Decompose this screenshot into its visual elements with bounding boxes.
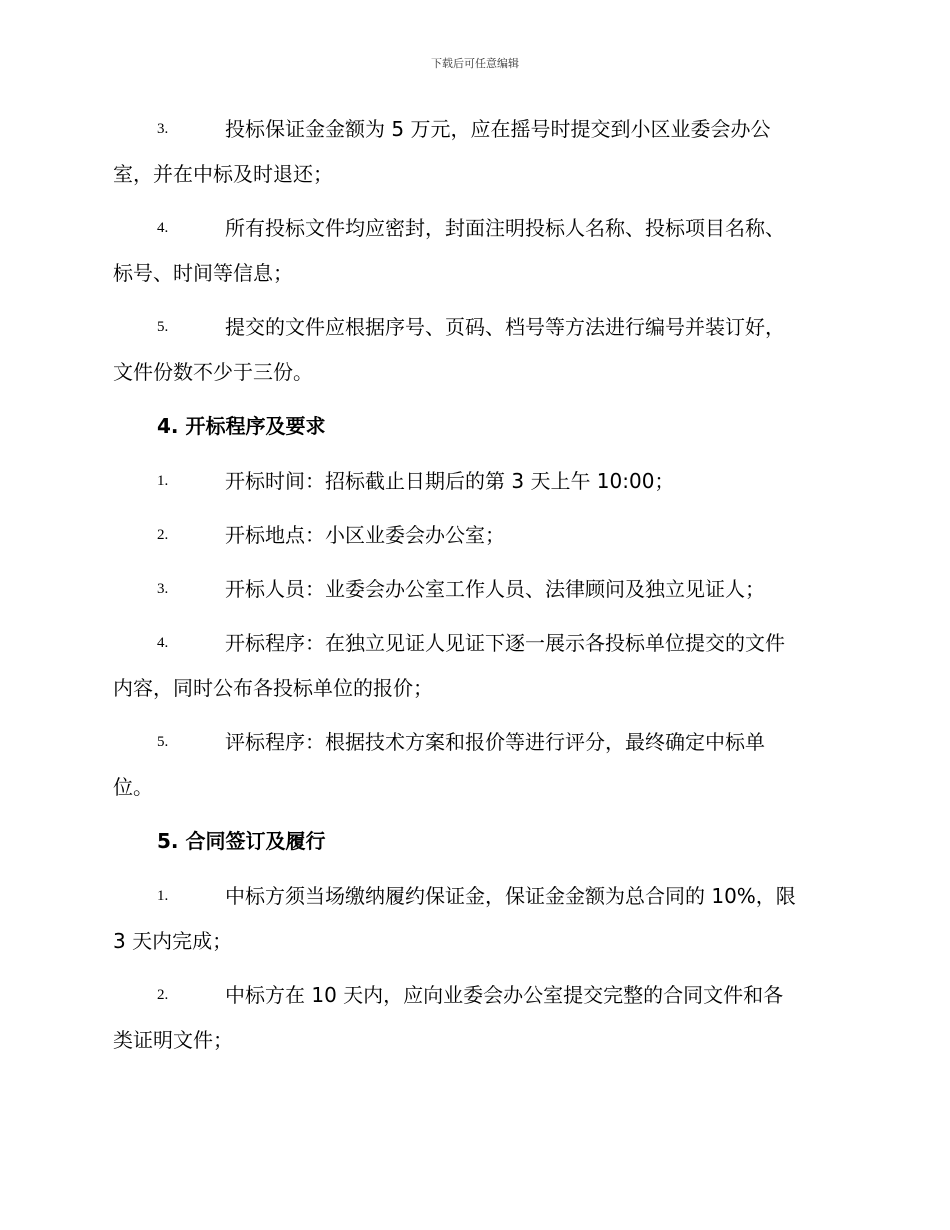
- item-number: 2.: [157, 527, 169, 543]
- item-number: 1.: [157, 888, 169, 904]
- item-number: 5.: [157, 734, 169, 750]
- section-heading: 5. 合同签订及履行: [157, 829, 326, 853]
- list-item: [113, 206, 838, 296]
- item-text: 开标地点：小区业委会办公室；: [225, 523, 505, 547]
- item-text-continuation: 类证明文件；: [113, 1028, 233, 1052]
- item-text-continuation: 文件份数不少于三份。: [113, 360, 313, 384]
- list-item: [113, 621, 838, 711]
- item-text: 所有投标文件均应密封，封面注明投标人名称、投标项目名称、: [225, 216, 785, 240]
- item-number: 3.: [157, 121, 169, 137]
- item-text-continuation: 3 天内完成；: [113, 929, 233, 953]
- item-text: 中标方在 10 天内，应向业委会办公室提交完整的合同文件和各: [225, 983, 784, 1007]
- list-item: [113, 513, 838, 558]
- item-number: 3.: [157, 581, 169, 597]
- item-text-continuation: 内容，同时公布各投标单位的报价；: [113, 676, 433, 700]
- item-text: 开标人员：业委会办公室工作人员、法律顾问及独立见证人；: [225, 577, 765, 601]
- item-text: 提交的文件应根据序号、页码、档号等方法进行编号并装订好，: [225, 315, 785, 339]
- list-item: [113, 973, 838, 1063]
- item-text: 开标程序：在独立见证人见证下逐一展示各投标单位提交的文件: [225, 631, 785, 655]
- list-item: [113, 874, 838, 964]
- item-text: 开标时间：招标截止日期后的第 3 天上午 10:00；: [225, 469, 675, 493]
- list-item: [113, 459, 838, 504]
- item-text: 投标保证金金额为 5 万元，应在摇号时提交到小区业委会办公: [225, 117, 771, 141]
- item-number: 1.: [157, 473, 169, 489]
- item-number: 4.: [157, 220, 169, 236]
- item-number: 4.: [157, 635, 169, 651]
- list-item: [113, 305, 838, 395]
- list-item: [113, 720, 838, 810]
- section-heading: 4. 开标程序及要求: [157, 414, 326, 438]
- item-text-continuation: 标号、时间等信息；: [113, 261, 293, 285]
- item-text-continuation: 位。: [113, 775, 153, 799]
- list-item: [113, 567, 838, 612]
- item-text: 评标程序：根据技术方案和报价等进行评分，最终确定中标单: [225, 730, 765, 754]
- item-text: 中标方须当场缴纳履约保证金，保证金金额为总合同的 10%，限: [225, 884, 796, 908]
- page-header: 下载后可任意编辑: [431, 57, 519, 70]
- item-text-continuation: 室，并在中标及时退还；: [113, 162, 333, 186]
- item-number: 5.: [157, 319, 169, 335]
- list-item: [113, 107, 838, 197]
- item-number: 2.: [157, 987, 169, 1003]
